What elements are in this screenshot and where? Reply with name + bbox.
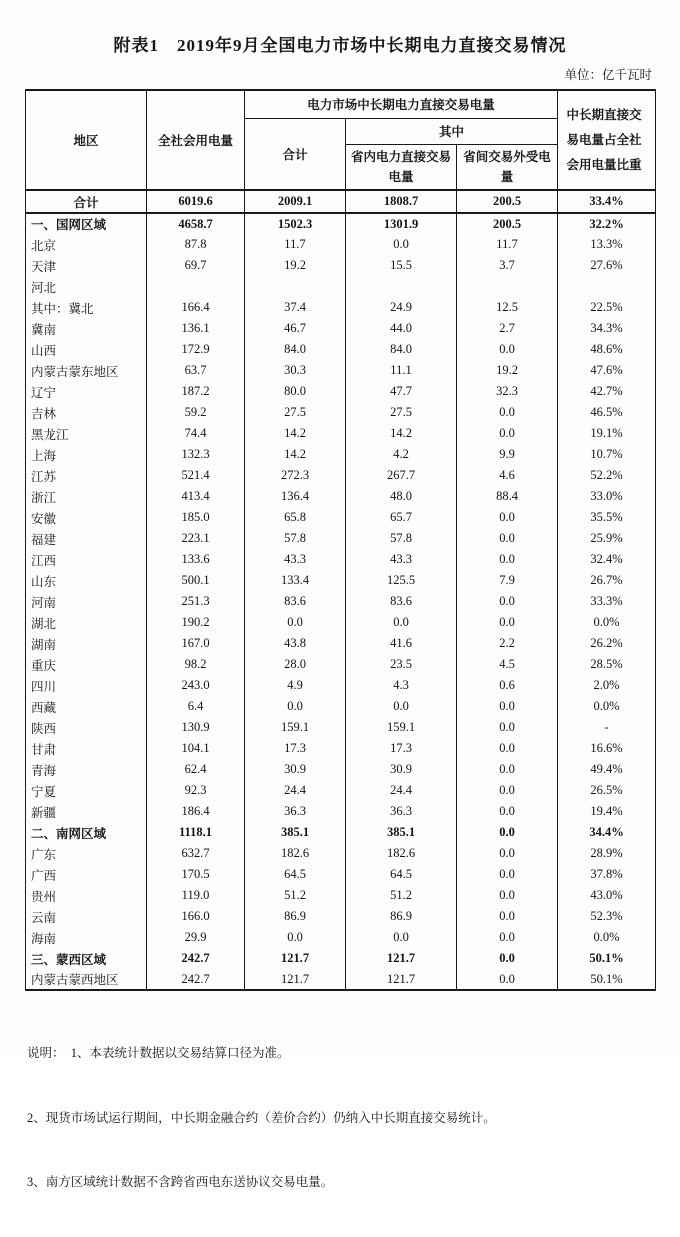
inter-provincial-cell: 0.0	[457, 696, 558, 717]
intra-provincial-cell	[346, 276, 457, 297]
ratio-cell: 27.6%	[558, 255, 656, 276]
inter-provincial-cell: 2.7	[457, 318, 558, 339]
ratio-cell: 22.5%	[558, 297, 656, 318]
subtotal-cell: 19.2	[245, 255, 346, 276]
subtotal-cell: 84.0	[245, 339, 346, 360]
region-cell: 重庆	[26, 654, 147, 675]
intra-provincial-cell: 65.7	[346, 507, 457, 528]
intra-provincial-cell: 159.1	[346, 717, 457, 738]
ratio-cell: 33.0%	[558, 486, 656, 507]
intra-provincial-cell: 64.5	[346, 864, 457, 885]
inter-provincial-cell: 0.0	[457, 906, 558, 927]
inter-provincial-cell: 0.0	[457, 822, 558, 843]
intra-provincial-cell: 84.0	[346, 339, 457, 360]
region-cell: 上海	[26, 444, 147, 465]
ratio-cell: 50.1%	[558, 948, 656, 969]
intra-provincial-cell: 11.1	[346, 360, 457, 381]
region-cell: 吉林	[26, 402, 147, 423]
inter-provincial-cell: 0.0	[457, 402, 558, 423]
subtotal-cell: 136.4	[245, 486, 346, 507]
inter-provincial-cell: 3.7	[457, 255, 558, 276]
header-inter-text: 省间交易外受电量	[463, 149, 551, 184]
ratio-cell: 0.0%	[558, 612, 656, 633]
total-consumption-cell: 136.1	[147, 318, 245, 339]
table-row	[26, 801, 656, 822]
ratio-cell: 32.4%	[558, 549, 656, 570]
subtotal-cell: 30.9	[245, 759, 346, 780]
ratio-cell: 25.9%	[558, 528, 656, 549]
table-row	[26, 969, 656, 990]
subtotal-cell: 121.7	[245, 948, 346, 969]
inter-provincial-cell: 0.0	[457, 969, 558, 990]
ratio-cell: 19.1%	[558, 423, 656, 444]
inter-provincial-cell: 0.0	[457, 549, 558, 570]
table-row	[26, 318, 656, 339]
ratio-cell: 49.4%	[558, 759, 656, 780]
header-ratio-text: 中长期直接交易电量占全社会用电量比重	[566, 107, 642, 172]
total-consumption-cell	[147, 276, 245, 297]
subtotal-cell: 0.0	[245, 612, 346, 633]
region-cell: 黑龙江	[26, 423, 147, 444]
ratio-cell: 28.9%	[558, 843, 656, 864]
region-cell: 福建	[26, 528, 147, 549]
region-cell: 贵州	[26, 885, 147, 906]
ratio-cell: 28.5%	[558, 654, 656, 675]
subtotal-cell: 43.3	[245, 549, 346, 570]
region-cell: 冀南	[26, 318, 147, 339]
inter-provincial-cell: 200.5	[457, 190, 558, 213]
table-row	[26, 255, 656, 276]
header-total-consumption: 全社会用电量	[147, 90, 245, 190]
note-line-3: 3、南方区域统计数据不含跨省西电东送协议交易电量。	[27, 1175, 334, 1189]
region-cell: 内蒙古蒙东地区	[26, 360, 147, 381]
subtotal-cell: 11.7	[245, 234, 346, 255]
inter-provincial-cell: 0.0	[457, 507, 558, 528]
header-among-which: 其中	[346, 118, 558, 144]
table-row	[26, 843, 656, 864]
total-consumption-cell: 132.3	[147, 444, 245, 465]
total-consumption-cell: 1118.1	[147, 822, 245, 843]
ratio-cell: 0.0%	[558, 927, 656, 948]
total-consumption-cell: 500.1	[147, 570, 245, 591]
inter-provincial-cell: 0.0	[457, 717, 558, 738]
ratio-cell: 26.5%	[558, 780, 656, 801]
intra-provincial-cell: 41.6	[346, 633, 457, 654]
table-row	[26, 190, 656, 213]
table-row	[26, 213, 656, 234]
inter-provincial-cell: 200.5	[457, 213, 558, 234]
note-line-1: 说明： 1、本表统计数据以交易结算口径为准。	[27, 1046, 290, 1060]
inter-provincial-cell: 12.5	[457, 297, 558, 318]
subtotal-cell: 182.6	[245, 843, 346, 864]
intra-provincial-cell: 48.0	[346, 486, 457, 507]
ratio-cell: 0.0%	[558, 696, 656, 717]
intra-provincial-cell: 0.0	[346, 234, 457, 255]
subtotal-cell: 86.9	[245, 906, 346, 927]
inter-provincial-cell: 4.6	[457, 465, 558, 486]
table-row	[26, 654, 656, 675]
region-cell: 海南	[26, 927, 147, 948]
power-trading-table	[25, 89, 656, 991]
unit-label: 单位：亿千瓦时	[564, 68, 652, 82]
region-cell: 山东	[26, 570, 147, 591]
region-cell: 广东	[26, 843, 147, 864]
total-consumption-cell: 130.9	[147, 717, 245, 738]
subtotal-cell: 0.0	[245, 927, 346, 948]
region-cell: 三、蒙西区域	[26, 948, 147, 969]
subtotal-cell: 14.2	[245, 423, 346, 444]
intra-provincial-cell: 23.5	[346, 654, 457, 675]
ratio-cell: 43.0%	[558, 885, 656, 906]
table-row	[26, 822, 656, 843]
intra-provincial-cell: 30.9	[346, 759, 457, 780]
inter-provincial-cell: 0.0	[457, 528, 558, 549]
ratio-cell: 16.6%	[558, 738, 656, 759]
intra-provincial-cell: 121.7	[346, 969, 457, 990]
total-consumption-cell: 186.4	[147, 801, 245, 822]
total-consumption-cell: 119.0	[147, 885, 245, 906]
total-consumption-cell: 223.1	[147, 528, 245, 549]
region-cell: 河北	[26, 276, 147, 297]
table-row	[26, 402, 656, 423]
table-row	[26, 507, 656, 528]
table-row	[26, 927, 656, 948]
intra-provincial-cell: 121.7	[346, 948, 457, 969]
table-row	[26, 276, 656, 297]
total-consumption-cell: 166.4	[147, 297, 245, 318]
region-cell: 青海	[26, 759, 147, 780]
total-consumption-cell: 166.0	[147, 906, 245, 927]
subtotal-cell: 43.8	[245, 633, 346, 654]
table-row	[26, 486, 656, 507]
subtotal-cell: 37.4	[245, 297, 346, 318]
subtotal-cell	[245, 276, 346, 297]
intra-provincial-cell: 1301.9	[346, 213, 457, 234]
total-consumption-cell: 172.9	[147, 339, 245, 360]
table-row	[26, 612, 656, 633]
total-consumption-cell: 190.2	[147, 612, 245, 633]
region-cell: 四川	[26, 675, 147, 696]
table-row	[26, 360, 656, 381]
region-cell: 广西	[26, 864, 147, 885]
inter-provincial-cell: 0.0	[457, 927, 558, 948]
ratio-cell: 2.0%	[558, 675, 656, 696]
header-region: 地区	[26, 90, 147, 190]
region-cell: 其中：冀北	[26, 297, 147, 318]
total-consumption-cell: 62.4	[147, 759, 245, 780]
intra-provincial-cell: 43.3	[346, 549, 457, 570]
intra-provincial-cell: 83.6	[346, 591, 457, 612]
total-consumption-cell: 74.4	[147, 423, 245, 444]
total-consumption-cell: 251.3	[147, 591, 245, 612]
region-cell: 湖南	[26, 633, 147, 654]
table-row	[26, 549, 656, 570]
intra-provincial-cell: 27.5	[346, 402, 457, 423]
region-cell: 新疆	[26, 801, 147, 822]
ratio-cell: 33.3%	[558, 591, 656, 612]
ratio-cell: 34.4%	[558, 822, 656, 843]
table-body	[26, 190, 656, 990]
intra-provincial-cell: 15.5	[346, 255, 457, 276]
intra-provincial-cell: 47.7	[346, 381, 457, 402]
table-row	[26, 339, 656, 360]
region-cell: 宁夏	[26, 780, 147, 801]
table-row	[26, 465, 656, 486]
region-cell: 天津	[26, 255, 147, 276]
table-row	[26, 675, 656, 696]
total-consumption-cell: 6.4	[147, 696, 245, 717]
region-cell: 山西	[26, 339, 147, 360]
region-cell: 甘肃	[26, 738, 147, 759]
total-consumption-cell: 92.3	[147, 780, 245, 801]
ratio-cell: 10.7%	[558, 444, 656, 465]
total-consumption-cell: 29.9	[147, 927, 245, 948]
header-market-volume-group: 电力市场中长期电力直接交易电量	[245, 90, 558, 118]
ratio-cell: 47.6%	[558, 360, 656, 381]
total-consumption-cell: 185.0	[147, 507, 245, 528]
total-consumption-cell: 104.1	[147, 738, 245, 759]
ratio-cell: 46.5%	[558, 402, 656, 423]
table-row	[26, 738, 656, 759]
intra-provincial-cell: 36.3	[346, 801, 457, 822]
inter-provincial-cell: 0.0	[457, 801, 558, 822]
region-cell: 江西	[26, 549, 147, 570]
inter-provincial-cell: 0.6	[457, 675, 558, 696]
intra-provincial-cell: 182.6	[346, 843, 457, 864]
intra-provincial-cell: 0.0	[346, 612, 457, 633]
region-cell: 浙江	[26, 486, 147, 507]
intra-provincial-cell: 51.2	[346, 885, 457, 906]
table-row	[26, 234, 656, 255]
inter-provincial-cell	[457, 276, 558, 297]
subtotal-cell: 24.4	[245, 780, 346, 801]
table-row	[26, 528, 656, 549]
total-consumption-cell: 167.0	[147, 633, 245, 654]
intra-provincial-cell: 0.0	[346, 696, 457, 717]
inter-provincial-cell: 7.9	[457, 570, 558, 591]
table-row	[26, 906, 656, 927]
subtotal-cell: 28.0	[245, 654, 346, 675]
ratio-cell: 42.7%	[558, 381, 656, 402]
region-cell: 河南	[26, 591, 147, 612]
subtotal-cell: 27.5	[245, 402, 346, 423]
total-consumption-cell: 4658.7	[147, 213, 245, 234]
total-consumption-cell: 69.7	[147, 255, 245, 276]
table-row	[26, 948, 656, 969]
intra-provincial-cell: 24.4	[346, 780, 457, 801]
ratio-cell: 13.3%	[558, 234, 656, 255]
subtotal-cell: 36.3	[245, 801, 346, 822]
table-row	[26, 591, 656, 612]
inter-provincial-cell: 0.0	[457, 843, 558, 864]
intra-provincial-cell: 17.3	[346, 738, 457, 759]
ratio-cell: 33.4%	[558, 190, 656, 213]
total-consumption-cell: 87.8	[147, 234, 245, 255]
subtotal-cell: 83.6	[245, 591, 346, 612]
inter-provincial-cell: 0.0	[457, 591, 558, 612]
region-cell: 一、国网区域	[26, 213, 147, 234]
intra-provincial-cell: 86.9	[346, 906, 457, 927]
ratio-cell: 35.5%	[558, 507, 656, 528]
total-consumption-cell: 632.7	[147, 843, 245, 864]
table-row	[26, 885, 656, 906]
header-ratio	[558, 90, 656, 190]
intra-provincial-cell: 267.7	[346, 465, 457, 486]
total-consumption-cell: 187.2	[147, 381, 245, 402]
inter-provincial-cell: 88.4	[457, 486, 558, 507]
table-row	[26, 381, 656, 402]
region-cell: 江苏	[26, 465, 147, 486]
ratio-cell: 37.8%	[558, 864, 656, 885]
inter-provincial-cell: 0.0	[457, 738, 558, 759]
subtotal-cell: 2009.1	[245, 190, 346, 213]
intra-provincial-cell: 44.0	[346, 318, 457, 339]
total-consumption-cell: 243.0	[147, 675, 245, 696]
intra-provincial-cell: 14.2	[346, 423, 457, 444]
ratio-cell: 50.1%	[558, 969, 656, 990]
subtotal-cell: 1502.3	[245, 213, 346, 234]
subtotal-cell: 133.4	[245, 570, 346, 591]
subtotal-cell: 159.1	[245, 717, 346, 738]
note-line-2: 2、现货市场试运行期间，中长期金融合约（差价合约）仍纳入中长期直接交易统计。	[27, 1110, 496, 1125]
region-cell: 辽宁	[26, 381, 147, 402]
total-consumption-cell: 413.4	[147, 486, 245, 507]
ratio-cell: 34.3%	[558, 318, 656, 339]
region-cell: 陕西	[26, 717, 147, 738]
total-consumption-cell: 170.5	[147, 864, 245, 885]
header-inter-provincial	[457, 144, 558, 190]
region-cell: 北京	[26, 234, 147, 255]
intra-provincial-cell: 385.1	[346, 822, 457, 843]
region-cell: 安徽	[26, 507, 147, 528]
table-row	[26, 633, 656, 654]
total-consumption-cell: 98.2	[147, 654, 245, 675]
total-consumption-cell: 63.7	[147, 360, 245, 381]
region-cell: 内蒙古蒙西地区	[26, 969, 147, 990]
subtotal-cell: 80.0	[245, 381, 346, 402]
table-row	[26, 423, 656, 444]
header-subtotal: 合计	[245, 118, 346, 190]
inter-provincial-cell: 2.2	[457, 633, 558, 654]
table-row	[26, 444, 656, 465]
inter-provincial-cell: 11.7	[457, 234, 558, 255]
inter-provincial-cell: 0.0	[457, 885, 558, 906]
inter-provincial-cell: 0.0	[457, 948, 558, 969]
ratio-cell: 32.2%	[558, 213, 656, 234]
subtotal-cell: 51.2	[245, 885, 346, 906]
region-cell: 西藏	[26, 696, 147, 717]
intra-provincial-cell: 4.3	[346, 675, 457, 696]
inter-provincial-cell: 9.9	[457, 444, 558, 465]
ratio-cell: 48.6%	[558, 339, 656, 360]
intra-provincial-cell: 0.0	[346, 927, 457, 948]
subtotal-cell: 65.8	[245, 507, 346, 528]
total-consumption-cell: 6019.6	[147, 190, 245, 213]
intra-provincial-cell: 57.8	[346, 528, 457, 549]
total-consumption-cell: 521.4	[147, 465, 245, 486]
total-consumption-cell: 242.7	[147, 948, 245, 969]
header-intra-text: 省内电力直接交易电量	[351, 149, 452, 184]
table-header	[26, 90, 656, 190]
table-row	[26, 780, 656, 801]
ratio-cell: 52.3%	[558, 906, 656, 927]
inter-provincial-cell: 19.2	[457, 360, 558, 381]
total-consumption-cell: 242.7	[147, 969, 245, 990]
table-row	[26, 759, 656, 780]
subtotal-cell: 0.0	[245, 696, 346, 717]
notes	[27, 1000, 680, 1237]
table-row	[26, 864, 656, 885]
inter-provincial-cell: 0.0	[457, 612, 558, 633]
ratio-cell: 52.2%	[558, 465, 656, 486]
ratio-cell: 26.7%	[558, 570, 656, 591]
subtotal-cell: 30.3	[245, 360, 346, 381]
subtotal-cell: 272.3	[245, 465, 346, 486]
intra-provincial-cell: 4.2	[346, 444, 457, 465]
intra-provincial-cell: 1808.7	[346, 190, 457, 213]
subtotal-cell: 46.7	[245, 318, 346, 339]
table-row	[26, 696, 656, 717]
subtotal-cell: 17.3	[245, 738, 346, 759]
intra-provincial-cell: 24.9	[346, 297, 457, 318]
ratio-cell: 26.2%	[558, 633, 656, 654]
region-cell: 二、南网区域	[26, 822, 147, 843]
inter-provincial-cell: 32.3	[457, 381, 558, 402]
table-row	[26, 717, 656, 738]
subtotal-cell: 64.5	[245, 864, 346, 885]
subtotal-cell: 121.7	[245, 969, 346, 990]
subtotal-cell: 14.2	[245, 444, 346, 465]
page-title: 附表1 2019年9月全国电力市场中长期电力直接交易情况	[113, 36, 567, 55]
ratio-cell: -	[558, 717, 656, 738]
region-cell: 湖北	[26, 612, 147, 633]
inter-provincial-cell: 4.5	[457, 654, 558, 675]
region-cell: 云南	[26, 906, 147, 927]
table-row	[26, 570, 656, 591]
table-row	[26, 297, 656, 318]
ratio-cell	[558, 276, 656, 297]
inter-provincial-cell: 0.0	[457, 759, 558, 780]
subtotal-cell: 385.1	[245, 822, 346, 843]
intra-provincial-cell: 125.5	[346, 570, 457, 591]
total-consumption-cell: 133.6	[147, 549, 245, 570]
total-consumption-cell: 59.2	[147, 402, 245, 423]
subtotal-cell: 4.9	[245, 675, 346, 696]
ratio-cell: 19.4%	[558, 801, 656, 822]
inter-provincial-cell: 0.0	[457, 780, 558, 801]
subtotal-cell: 57.8	[245, 528, 346, 549]
region-cell: 合计	[26, 190, 147, 213]
inter-provincial-cell: 0.0	[457, 864, 558, 885]
inter-provincial-cell: 0.0	[457, 423, 558, 444]
header-intra-provincial	[346, 144, 457, 190]
inter-provincial-cell: 0.0	[457, 339, 558, 360]
